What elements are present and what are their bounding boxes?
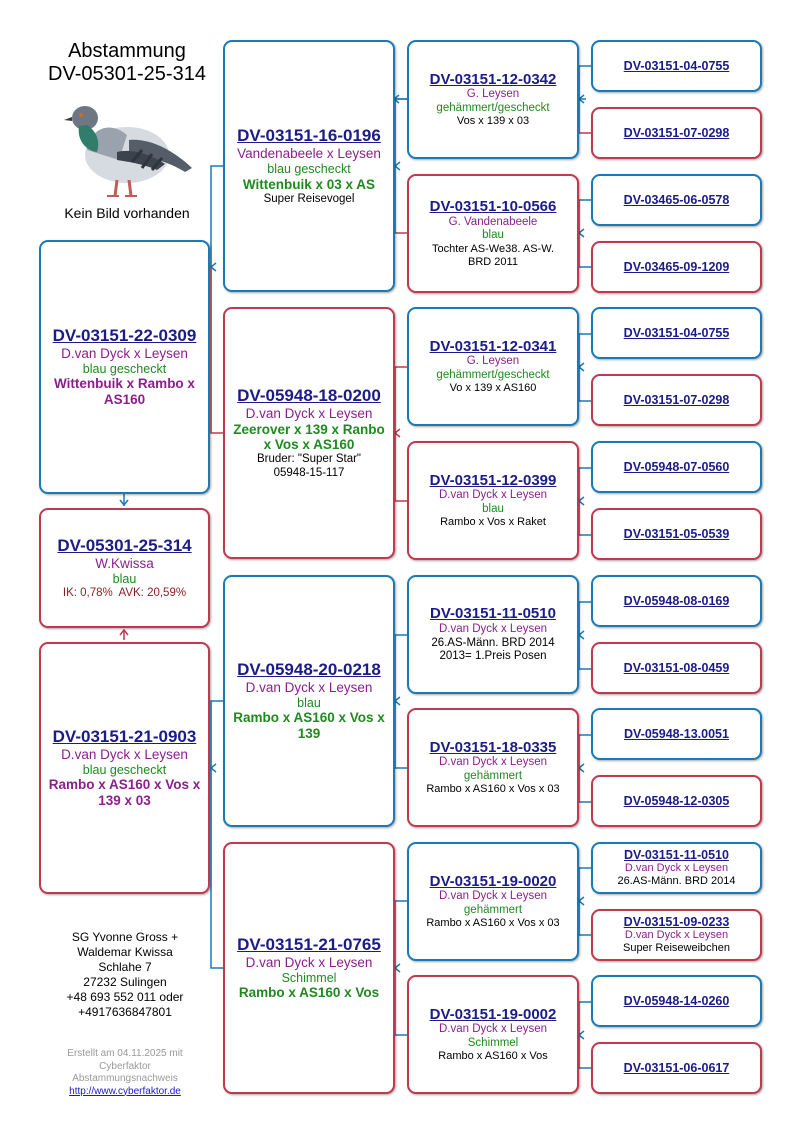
- great-grandparent-note: Rambo x AS160 x Vos: [438, 1050, 548, 1063]
- grandparent-ring[interactable]: DV-05948-20-0218: [237, 659, 381, 679]
- g4-card[interactable]: [591, 307, 762, 359]
- credit-line: Cyberfaktor: [99, 1060, 151, 1072]
- g4-ring[interactable]: DV-03151-04-0755: [623, 325, 730, 340]
- grandparent-card[interactable]: [223, 575, 395, 827]
- great-grandparent-ring[interactable]: DV-03151-18-0335: [429, 738, 557, 756]
- great-grandparent-ring[interactable]: DV-03151-12-0399: [429, 471, 557, 489]
- great-grandparent-card[interactable]: [407, 975, 579, 1094]
- great-grandparent-ring[interactable]: DV-03151-12-0341: [429, 337, 557, 355]
- grandparent-card[interactable]: [223, 40, 395, 292]
- owner-line: SG Yvonne Gross +: [71, 930, 179, 944]
- great-grandparent-name: G. Leysen: [466, 355, 520, 368]
- dam-ring[interactable]: DV-03151-21-0903: [52, 726, 197, 746]
- g4-ring[interactable]: DV-03151-11-0510: [624, 847, 729, 862]
- g4-card[interactable]: [591, 441, 762, 493]
- pigeon-ring[interactable]: DV-05301-25-314: [57, 535, 192, 555]
- g4-note: Super Reiseweibchen: [622, 942, 730, 955]
- owner-line: Schlahe 7: [98, 960, 152, 974]
- great-grandparent-ring[interactable]: DV-03151-11-0510: [430, 605, 556, 623]
- g4-card[interactable]: [591, 842, 762, 894]
- credit-line: Abstammungsnachweis: [72, 1073, 178, 1084]
- grandparent-name: D.van Dyck x Leysen: [245, 405, 373, 421]
- g4-card[interactable]: [591, 107, 762, 159]
- great-grandparent-card[interactable]: [407, 174, 579, 293]
- owner-line: +4917636847801: [78, 1005, 172, 1019]
- g4-ring[interactable]: DV-03465-09-1209: [623, 259, 730, 274]
- great-grandparent-color: gehämmert: [463, 903, 523, 916]
- dam-card[interactable]: [39, 642, 210, 894]
- great-grandparent-card[interactable]: [407, 575, 579, 694]
- g4-ring[interactable]: DV-03151-04-0755: [623, 58, 730, 73]
- grandparent-note: Super Reisevogel: [263, 192, 355, 205]
- great-grandparent-color: blau: [482, 502, 504, 515]
- no-image-caption: Kein Bild vorhanden: [64, 205, 190, 221]
- g4-note: 26.AS-Männ. BRD 2014: [617, 875, 736, 888]
- grandparent-name: D.van Dyck x Leysen: [245, 679, 373, 695]
- g4-card[interactable]: [591, 508, 762, 560]
- pigeon-stats: IK: 0,78% AVK: 20,59%: [62, 586, 187, 599]
- grandparent-desc: Rambo x AS160 x Vos: [238, 985, 380, 1001]
- great-grandparent-color: gehämmert: [463, 769, 523, 782]
- pigeon-name: W.Kwissa: [95, 555, 154, 571]
- g4-card[interactable]: [591, 708, 762, 760]
- credit-line: Erstellt am 04.11.2025 mit: [67, 1048, 183, 1059]
- sire-color: blau gescheckt: [82, 361, 167, 376]
- g4-ring[interactable]: DV-05948-12-0305: [623, 793, 730, 808]
- g4-card[interactable]: [591, 1042, 762, 1094]
- owner-address: [40, 930, 210, 1020]
- g4-ring[interactable]: DV-05948-13.0051: [624, 726, 729, 741]
- g4-card[interactable]: [591, 909, 762, 961]
- g4-card[interactable]: [591, 241, 762, 293]
- great-grandparent-name: D.van Dyck x Leysen: [438, 756, 547, 769]
- dam-color: blau gescheckt: [82, 762, 167, 777]
- pigeon-card[interactable]: [39, 508, 210, 628]
- g4-ring[interactable]: DV-03151-07-0298: [623, 125, 730, 140]
- great-grandparent-card[interactable]: [407, 708, 579, 827]
- pigeon-image: [57, 90, 197, 205]
- great-grandparent-color: gehämmert/gescheckt: [436, 368, 550, 381]
- sire-desc: Wittenbuik x Rambo x AS160: [54, 376, 195, 408]
- credit-link[interactable]: http://www.cyberfaktor.de: [69, 1085, 181, 1097]
- great-grandparent-name: D.van Dyck x Leysen: [438, 1023, 547, 1036]
- grandparent-card[interactable]: [223, 842, 395, 1094]
- grandparent-note: Bruder: "Super Star" 05948-15-117: [256, 453, 362, 479]
- grandparent-color: blau: [297, 695, 321, 710]
- grandparent-desc: Zeerover x 139 x Ranbo x Vos x AS160: [233, 421, 385, 453]
- owner-line: 27232 Sulingen: [83, 975, 167, 989]
- sire-card[interactable]: [39, 240, 210, 494]
- great-grandparent-ring[interactable]: DV-03151-12-0342: [429, 70, 557, 88]
- g4-ring[interactable]: DV-03465-06-0578: [623, 192, 730, 207]
- g4-ring[interactable]: DV-03151-09-0233: [623, 914, 730, 929]
- g4-card[interactable]: [591, 374, 762, 426]
- great-grandparent-note: Vos x 139 x 03: [456, 115, 530, 128]
- grandparent-desc: Rambo x AS160 x Vos x 139: [233, 710, 385, 742]
- dam-desc: Rambo x AS160 x Vos x 139 x 03: [48, 777, 201, 809]
- g4-card[interactable]: [591, 575, 762, 627]
- sire-name: D.van Dyck x Leysen: [61, 345, 188, 361]
- g4-ring[interactable]: DV-03151-08-0459: [623, 660, 730, 675]
- great-grandparent-card[interactable]: [407, 40, 579, 159]
- g4-card[interactable]: [591, 975, 762, 1027]
- page-ring-number: DV-05301-25-314: [48, 63, 206, 85]
- great-grandparent-color: gehämmert/gescheckt: [436, 101, 550, 114]
- great-grandparent-card[interactable]: [407, 441, 579, 560]
- great-grandparent-note: Rambo x Vos x Raket: [440, 516, 546, 529]
- great-grandparent-note: 26.AS-Männ. BRD 2014 2013= 1.Preis Posen: [431, 636, 555, 663]
- g4-name: D.van Dyck x Leysen: [624, 929, 729, 942]
- great-grandparent-name: D.van Dyck x Leysen: [438, 489, 547, 502]
- g4-ring[interactable]: DV-05948-14-0260: [623, 993, 730, 1008]
- grandparent-name: D.van Dyck x Leysen: [245, 954, 373, 970]
- great-grandparent-ring[interactable]: DV-03151-19-0020: [429, 872, 557, 890]
- g4-ring[interactable]: DV-03151-07-0298: [623, 392, 730, 407]
- great-grandparent-note: Rambo x AS160 x Vos x 03: [426, 917, 560, 930]
- g4-name: D.van Dyck x Leysen: [624, 862, 729, 875]
- grandparent-name: Vandenabeele x Leysen: [237, 145, 381, 161]
- sire-ring[interactable]: DV-03151-22-0309: [52, 325, 197, 345]
- great-grandparent-note: Tochter AS-We38. AS-W. BRD 2011: [431, 242, 555, 268]
- page-title: Abstammung: [68, 40, 186, 62]
- great-grandparent-ring[interactable]: DV-03151-19-0002: [429, 1005, 557, 1023]
- great-grandparent-note: Rambo x AS160 x Vos x 03: [426, 783, 560, 796]
- great-grandparent-name: D.van Dyck x Leysen: [438, 890, 547, 903]
- grandparent-ring[interactable]: DV-03151-16-0196: [237, 125, 381, 145]
- great-grandparent-name: G. Leysen: [466, 88, 520, 101]
- owner-line: Waldemar Kwissa: [77, 945, 173, 959]
- great-grandparent-color: Schimmel: [467, 1036, 519, 1049]
- g4-card[interactable]: [591, 775, 762, 827]
- grandparent-color: Schimmel: [281, 970, 337, 985]
- g4-ring[interactable]: DV-05948-08-0169: [623, 593, 730, 608]
- grandparent-ring[interactable]: DV-03151-21-0765: [237, 934, 381, 954]
- g4-ring[interactable]: DV-05948-07-0560: [623, 459, 730, 474]
- header: [42, 40, 212, 221]
- dam-name: D.van Dyck x Leysen: [61, 746, 188, 762]
- credit-footer: [40, 1048, 210, 1098]
- great-grandparent-card[interactable]: [407, 307, 579, 426]
- g4-ring[interactable]: DV-03151-06-0617: [623, 1060, 730, 1075]
- great-grandparent-name: G. Vandenabeele: [448, 215, 538, 228]
- great-grandparent-color: blau: [482, 229, 504, 242]
- g4-card[interactable]: [591, 642, 762, 694]
- grandparent-card[interactable]: [223, 307, 395, 559]
- great-grandparent-name: D.van Dyck x Leysen: [438, 623, 547, 635]
- g4-ring[interactable]: DV-03151-05-0539: [623, 526, 730, 541]
- great-grandparent-ring[interactable]: DV-03151-10-0566: [429, 198, 557, 216]
- grandparent-color: blau gescheckt: [267, 161, 351, 176]
- owner-line: +48 693 552 011 oder: [66, 990, 184, 1004]
- grandparent-desc: Wittenbuik x 03 x AS: [242, 176, 376, 192]
- g4-card[interactable]: [591, 174, 762, 226]
- pigeon-color: blau: [112, 571, 137, 586]
- g4-card[interactable]: [591, 40, 762, 92]
- great-grandparent-note: Vo x 139 x AS160: [449, 382, 537, 395]
- grandparent-ring[interactable]: DV-05948-18-0200: [237, 385, 381, 405]
- great-grandparent-card[interactable]: [407, 842, 579, 961]
